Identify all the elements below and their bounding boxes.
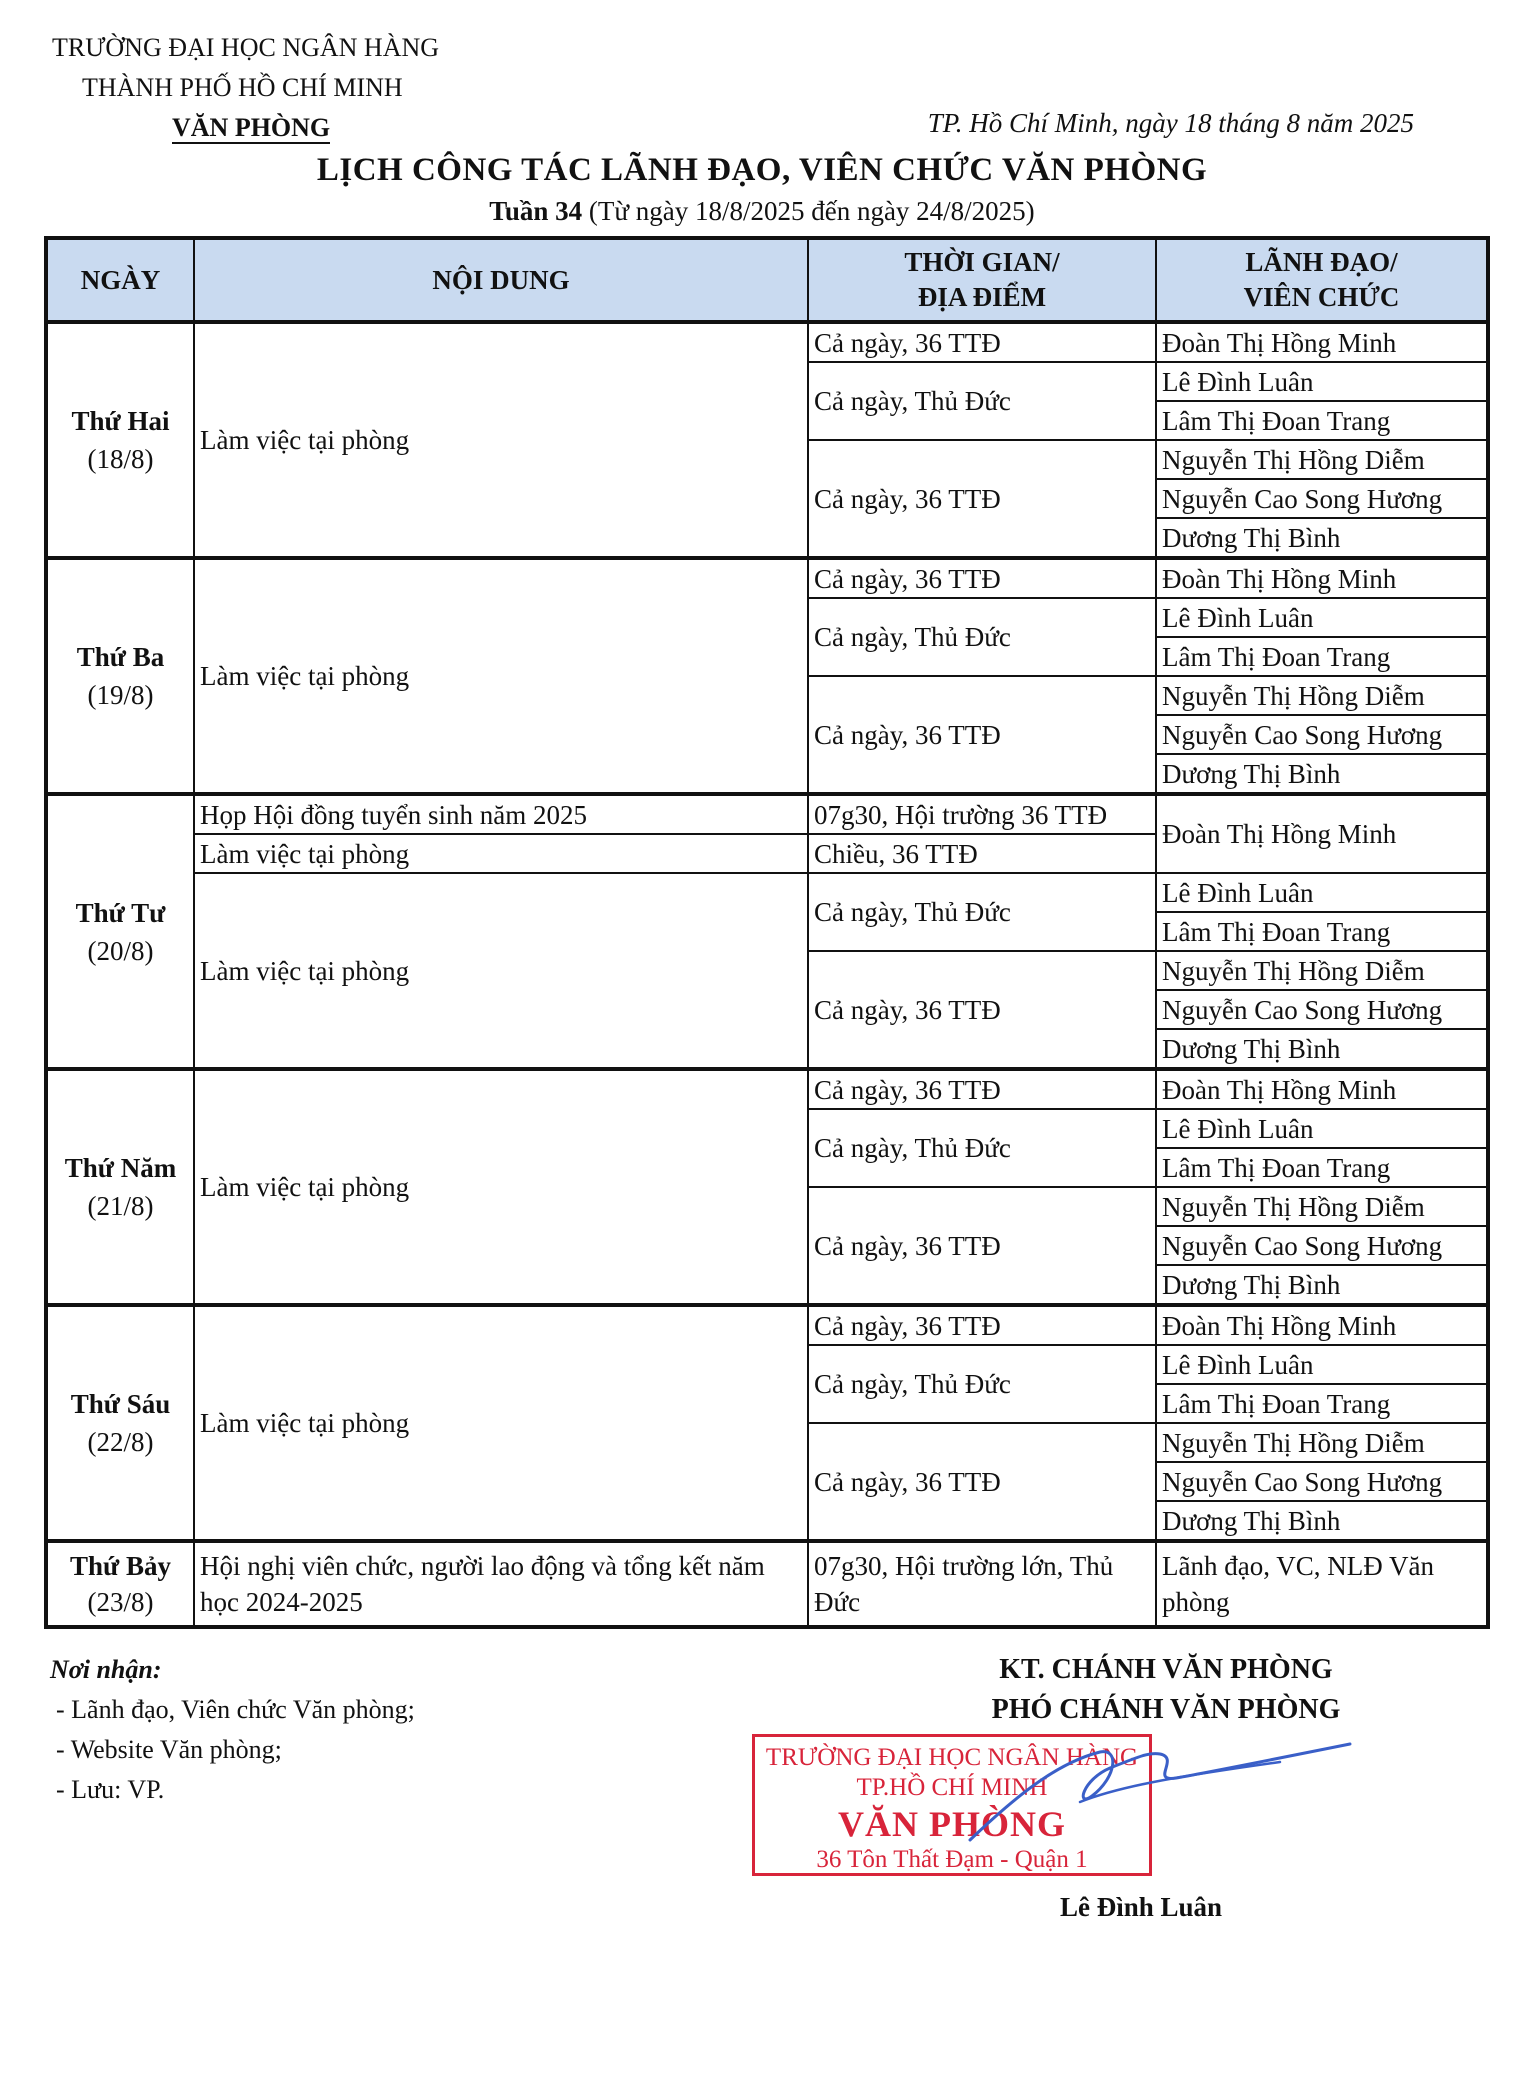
time-cell: Cả ngày, 36 TTĐ bbox=[808, 1423, 1156, 1541]
time-cell: Cả ngày, 36 TTĐ bbox=[808, 1187, 1156, 1305]
table-row bbox=[46, 1069, 1488, 1109]
recipients-block bbox=[50, 1650, 415, 1810]
org-line-1: TRƯỜNG ĐẠI HỌC NGÂN HÀNG bbox=[52, 33, 440, 62]
person-cell: Lâm Thị Đoan Trang bbox=[1156, 1148, 1488, 1187]
person-cell: Dương Thị Bình bbox=[1156, 1265, 1488, 1305]
person-cell: Nguyễn Thị Hồng Diễm bbox=[1156, 951, 1488, 990]
header-time: THỜI GIAN/ ĐỊA ĐIỂM bbox=[808, 238, 1156, 322]
time-cell: Cả ngày, Thủ Đức bbox=[808, 1345, 1156, 1423]
content-cell: Làm việc tại phòng bbox=[194, 558, 808, 794]
table-row bbox=[46, 794, 1488, 834]
person-cell: Nguyễn Cao Song Hương bbox=[1156, 1226, 1488, 1265]
person-cell: Lâm Thị Đoan Trang bbox=[1156, 401, 1488, 440]
table-row bbox=[46, 873, 1488, 912]
person-cell: Đoàn Thị Hồng Minh bbox=[1156, 1305, 1488, 1345]
person-cell: Đoàn Thị Hồng Minh bbox=[1156, 558, 1488, 598]
content-cell: Làm việc tại phòng bbox=[194, 322, 808, 558]
signature-line-2: PHÓ CHÁNH VĂN PHÒNG bbox=[991, 1694, 1341, 1725]
recipient-item: - Website Văn phòng; bbox=[56, 1735, 282, 1764]
person-cell: Dương Thị Bình bbox=[1156, 1501, 1488, 1541]
time-cell: 07g30, Hội trường lớn, Thủ Đức bbox=[808, 1541, 1156, 1627]
person-cell: Nguyễn Thị Hồng Diễm bbox=[1156, 676, 1488, 715]
person-cell: Lê Đình Luân bbox=[1156, 598, 1488, 637]
time-cell: 07g30, Hội trường 36 TTĐ bbox=[808, 794, 1156, 834]
table-row bbox=[46, 1541, 1488, 1627]
person-cell: Nguyễn Thị Hồng Diễm bbox=[1156, 1187, 1488, 1226]
person-cell: Lãnh đạo, VC, NLĐ Văn phòng bbox=[1156, 1541, 1488, 1627]
time-cell: Cả ngày, Thủ Đức bbox=[808, 598, 1156, 676]
person-cell: Đoàn Thị Hồng Minh bbox=[1156, 1069, 1488, 1109]
person-cell: Dương Thị Bình bbox=[1156, 754, 1488, 794]
document-subtitle: Tuần 34 (Từ ngày 18/8/2025 đến ngày 24/8/2025) bbox=[489, 196, 1035, 226]
day-cell: Thứ Ba (19/8) bbox=[46, 558, 194, 794]
time-cell: Cả ngày, 36 TTĐ bbox=[808, 1305, 1156, 1345]
stamp-line-3: VĂN PHÒNG bbox=[838, 1804, 1066, 1844]
person-cell: Nguyễn Cao Song Hương bbox=[1156, 990, 1488, 1029]
day-cell: Thứ Tư (20/8) bbox=[46, 794, 194, 1069]
person-cell: Nguyễn Thị Hồng Diễm bbox=[1156, 440, 1488, 479]
person-cell: Nguyễn Cao Song Hương bbox=[1156, 1462, 1488, 1501]
person-cell: Dương Thị Bình bbox=[1156, 518, 1488, 558]
time-cell: Cả ngày, 36 TTĐ bbox=[808, 558, 1156, 598]
recipients-heading: Nơi nhận: bbox=[50, 1655, 162, 1684]
header-person: LÃNH ĐẠO/ VIÊN CHỨC bbox=[1156, 238, 1488, 322]
person-cell: Đoàn Thị Hồng Minh bbox=[1156, 794, 1488, 873]
person-cell: Lê Đình Luân bbox=[1156, 1345, 1488, 1384]
signer-name: Lê Đình Luân bbox=[1060, 1892, 1223, 1922]
signature-stroke bbox=[970, 1744, 1350, 1840]
time-cell: Cả ngày, Thủ Đức bbox=[808, 1109, 1156, 1187]
header-day: NGÀY bbox=[46, 238, 194, 322]
time-cell: Cả ngày, 36 TTĐ bbox=[808, 676, 1156, 794]
content-cell: Làm việc tại phòng bbox=[194, 873, 808, 1069]
table-row bbox=[46, 558, 1488, 598]
person-cell: Lâm Thị Đoan Trang bbox=[1156, 1384, 1488, 1423]
issuer-block bbox=[30, 28, 439, 148]
time-cell: Chiều, 36 TTĐ bbox=[808, 834, 1156, 873]
time-cell: Cả ngày, 36 TTĐ bbox=[808, 1069, 1156, 1109]
signature-title bbox=[936, 1650, 1396, 1730]
content-cell: Làm việc tại phòng bbox=[194, 834, 808, 873]
org-line-2: THÀNH PHỐ HỒ CHÍ MINH bbox=[82, 73, 403, 102]
person-cell: Lâm Thị Đoan Trang bbox=[1156, 637, 1488, 676]
signature-line-1: KT. CHÁNH VĂN PHÒNG bbox=[999, 1654, 1333, 1685]
dateline: TP. Hồ Chí Minh, ngày 18 tháng 8 năm 2025 bbox=[927, 108, 1414, 138]
table-header-row bbox=[46, 238, 1488, 322]
stamp-line-2: TP.HỒ CHÍ MINH bbox=[856, 1774, 1048, 1801]
content-cell: Họp Hội đồng tuyển sinh năm 2025 bbox=[194, 794, 808, 834]
person-cell: Nguyễn Thị Hồng Diễm bbox=[1156, 1423, 1488, 1462]
person-cell: Đoàn Thị Hồng Minh bbox=[1156, 322, 1488, 362]
office-name: VĂN PHÒNG bbox=[172, 113, 331, 142]
content-cell: Làm việc tại phòng bbox=[194, 1069, 808, 1305]
recipient-item: - Lãnh đạo, Viên chức Văn phòng; bbox=[56, 1695, 415, 1724]
time-cell: Cả ngày, 36 TTĐ bbox=[808, 440, 1156, 558]
day-cell: Thứ Hai (18/8) bbox=[46, 322, 194, 558]
day-cell: Thứ Bảy (23/8) bbox=[46, 1541, 194, 1627]
person-cell: Lê Đình Luân bbox=[1156, 362, 1488, 401]
content-cell: Làm việc tại phòng bbox=[194, 1305, 808, 1541]
time-cell: Cả ngày, Thủ Đức bbox=[808, 362, 1156, 440]
time-cell: Cả ngày, 36 TTĐ bbox=[808, 322, 1156, 362]
stamp-line-1: TRƯỜNG ĐẠI HỌC NGÂN HÀNG bbox=[765, 1744, 1139, 1771]
day-cell: Thứ Sáu (22/8) bbox=[46, 1305, 194, 1541]
person-cell: Lê Đình Luân bbox=[1156, 873, 1488, 912]
content-cell: Hội nghị viên chức, người lao động và tổng kết năm học 2024-2025 bbox=[194, 1541, 808, 1627]
person-cell: Dương Thị Bình bbox=[1156, 1029, 1488, 1069]
person-cell: Lê Đình Luân bbox=[1156, 1109, 1488, 1148]
document-title: LỊCH CÔNG TÁC LÃNH ĐẠO, VIÊN CHỨC VĂN PHÒNG bbox=[316, 152, 1208, 188]
person-cell: Nguyễn Cao Song Hương bbox=[1156, 715, 1488, 754]
schedule-table bbox=[44, 236, 1490, 1629]
header-content: NỘI DUNG bbox=[194, 238, 808, 322]
recipient-item: - Lưu: VP. bbox=[56, 1775, 165, 1804]
handwritten-signature bbox=[820, 1722, 1380, 1872]
table-row bbox=[46, 1305, 1488, 1345]
time-cell: Cả ngày, 36 TTĐ bbox=[808, 951, 1156, 1069]
person-cell: Nguyễn Cao Song Hương bbox=[1156, 479, 1488, 518]
stamp-line-4: 36 Tôn Thất Đạm - Quận 1 bbox=[816, 1846, 1088, 1873]
table-row bbox=[46, 322, 1488, 362]
time-cell: Cả ngày, Thủ Đức bbox=[808, 873, 1156, 951]
person-cell: Lâm Thị Đoan Trang bbox=[1156, 912, 1488, 951]
day-cell: Thứ Năm (21/8) bbox=[46, 1069, 194, 1305]
